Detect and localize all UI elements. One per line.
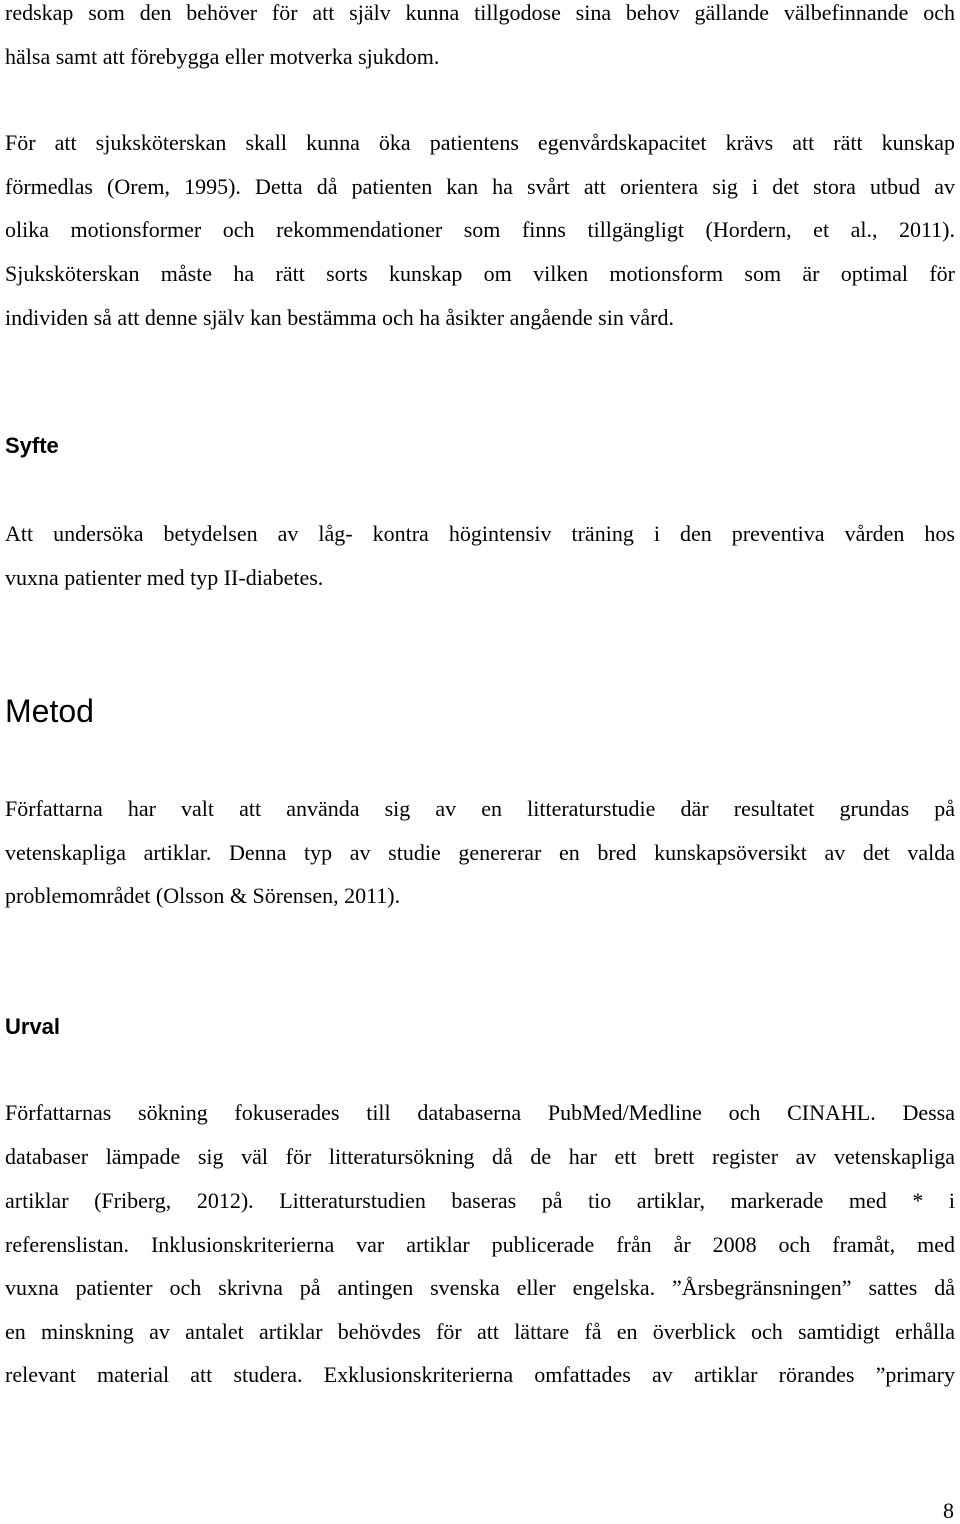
body-line: Sjuksköterskan måste ha rätt sorts kunskap om vilken motionsform som är optimal för	[5, 261, 955, 286]
body-line: förmedlas (Orem, 1995). Detta då patienten kan ha svårt att orientera sig i det stora utbud av	[5, 174, 955, 199]
body-line: Författarna har valt att använda sig av en litteraturstudie där resultatet grundas på	[5, 796, 955, 821]
intro-line: redskap som den behöver för att själv kunna tillgodose sina behov gällande välbefinnande och	[5, 0, 955, 25]
body-line: vuxna patienter med typ II-diabetes.	[5, 565, 324, 590]
body-line: Författarnas sökning fokuserades till databaserna PubMed/Medline och CINAHL. Dessa	[5, 1100, 955, 1125]
body-line: individen så att denne själv kan bestämma och ha åsikter angående sin vård.	[5, 305, 674, 330]
body-line: olika motionsformer och rekommendationer som finns tillgängligt (Hordern, et al., 2011).	[5, 217, 955, 242]
body-line: vuxna patienter och skrivna på antingen svenska eller engelska. ”Årsbegränsningen” sattes då	[5, 1275, 955, 1300]
body-line: en minskning av antalet artiklar behövdes för att lättare få en överblick och samtidigt erhålla	[5, 1319, 955, 1344]
body-line: För att sjuksköterskan skall kunna öka patientens egenvårdskapacitet krävs att rätt kunskap	[5, 130, 955, 155]
intro-line: hälsa samt att förebygga eller motverka sjukdom.	[5, 44, 440, 69]
section-heading-urval: Urval	[5, 1014, 61, 1039]
body-line: Att undersöka betydelsen av låg- kontra högintensiv träning i den preventiva vården hos	[5, 521, 955, 546]
body-line: databaser lämpade sig väl för litteratursökning då de har ett brett register av vetenskapliga	[5, 1144, 955, 1169]
body-line: artiklar (Friberg, 2012). Litteraturstudien baseras på tio artiklar, markerade med * i	[5, 1188, 955, 1213]
section-heading-metod: Metod	[5, 693, 94, 729]
page-number: 8	[943, 1498, 954, 1523]
section-heading-syfte: Syfte	[5, 433, 59, 458]
body-line: referenslistan. Inklusionskriterierna var artiklar publicerade från år 2008 och framåt, med	[5, 1232, 955, 1257]
body-line: problemområdet (Olsson & Sörensen, 2011).	[5, 883, 401, 908]
body-line: relevant material att studera. Exklusionskriterierna omfattades av artiklar rörandes ”primary	[5, 1362, 955, 1387]
body-line: vetenskapliga artiklar. Denna typ av studie genererar en bred kunskapsöversikt av det valda	[5, 840, 955, 865]
